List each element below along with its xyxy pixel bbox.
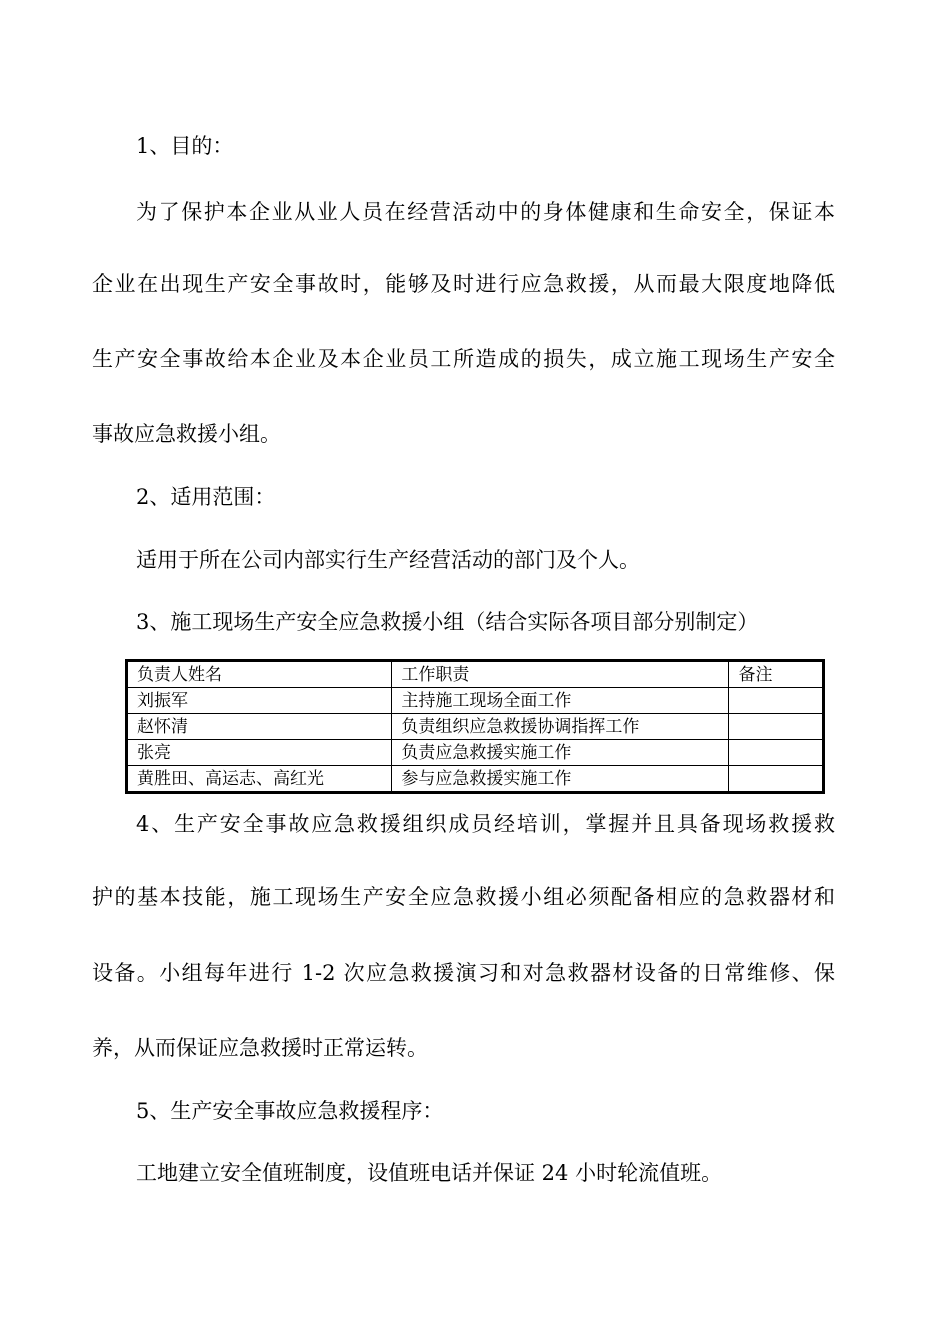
table-row <box>127 714 824 740</box>
section-5-body: 工地建立安全值班制度，设值班电话并保证 24 小时轮流值班。 <box>136 1161 723 1185</box>
table-cell-name: 刘振军 <box>127 688 392 714</box>
table-cell-note <box>729 766 824 793</box>
section-1-line-1: 为了保护本企业从业人员在经营活动中的身体健康和生命安全，保证本 <box>136 200 835 224</box>
table-cell-name: 张亮 <box>127 740 392 766</box>
table-cell-duty: 负责组织应急救援协调指挥工作 <box>392 714 729 740</box>
section-2-body: 适用于所在公司内部实行生产经营活动的部门及个人。 <box>136 548 640 572</box>
table-header-row <box>127 661 824 688</box>
table-cell-note <box>729 688 824 714</box>
section-1-heading: 1、目的： <box>136 134 234 158</box>
section-4-line-2: 护的基本技能，施工现场生产安全应急救援小组必须配备相应的急救器材和 <box>92 885 835 909</box>
table-cell-duty: 负责应急救援实施工作 <box>392 740 729 766</box>
table-cell-note <box>729 740 824 766</box>
table-cell-name: 赵怀清 <box>127 714 392 740</box>
table-header-cell: 负责人姓名 <box>127 661 392 688</box>
table-header-cell: 工作职责 <box>392 661 729 688</box>
table-row <box>127 688 824 714</box>
section-4-line-4: 养，从而保证应急救援时正常运转。 <box>92 1036 428 1060</box>
table-cell-duty: 参与应急救援实施工作 <box>392 766 729 793</box>
rescue-team-table <box>125 659 825 794</box>
section-2-heading: 2、适用范围： <box>136 485 276 509</box>
table-row <box>127 740 824 766</box>
table-cell-note <box>729 714 824 740</box>
table-row <box>127 766 824 793</box>
section-1-line-4: 事故应急救援小组。 <box>92 422 281 446</box>
table-cell-duty: 主持施工现场全面工作 <box>392 688 729 714</box>
table-cell-name: 黄胜田、高运志、高红光 <box>127 766 392 793</box>
section-1-line-3: 生产安全事故给本企业及本企业员工所造成的损失，成立施工现场生产安全 <box>92 347 835 371</box>
section-4-line-3: 设备。小组每年进行 1-2 次应急救援演习和对急救器材设备的日常维修、保 <box>92 961 835 985</box>
table-header-cell: 备注 <box>729 661 824 688</box>
section-1-line-2: 企业在出现生产安全事故时，能够及时进行应急救援，从而最大限度地降低 <box>92 272 835 296</box>
section-3-heading: 3、施工现场生产安全应急救援小组（结合实际各项目部分别制定） <box>136 610 759 634</box>
section-5-heading: 5、生产安全事故应急救援程序： <box>136 1099 444 1123</box>
section-4-line-1: 4、生产安全事故应急救援组织成员经培训，掌握并且具备现场救援救 <box>136 812 835 836</box>
